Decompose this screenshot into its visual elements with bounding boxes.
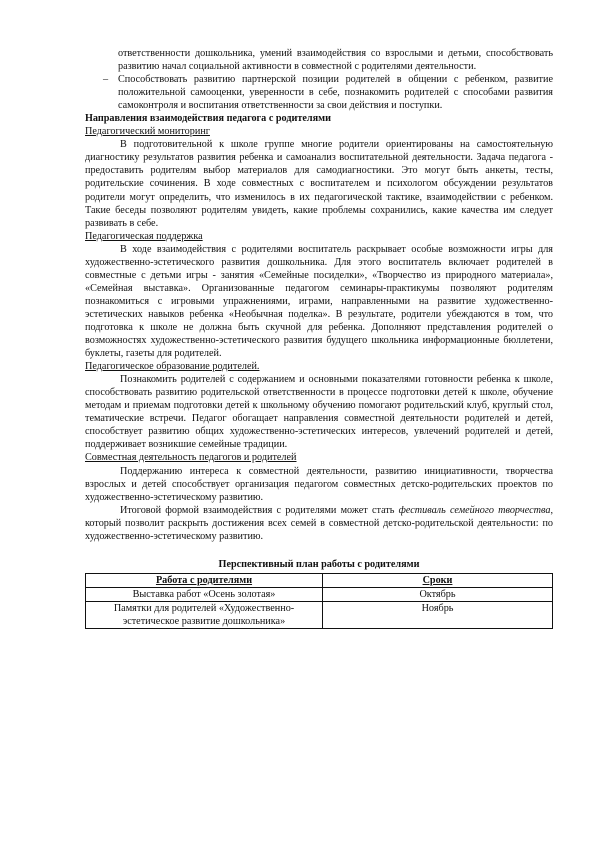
subheading-monitoring: Педагогический мониторинг [85, 126, 210, 138]
section-heading: Направления взаимодействия педагога с родителями [85, 113, 331, 125]
paragraph-education: Познакомить родителей с содержанием и основными показателями готовности ребенка к школе, способствовать развитию родительской ответственности в процессе подготовки детей к школе, обучение методам и приемам подготовки детей к школьному обучению помогают родительский клуб, круглый стол, тематические встречи. Педагог обогащает направления совместной деятельности родителей и детей, способствует развитию общих художественно-эстетических интересов, увлечений родителей и детей, поддерживает возникшие семейные традиции. [85, 374, 553, 451]
paragraph-support: В ходе взаимодействия с родителями воспитатель раскрывает особые возможности игры для художественно-эстетического развития дошкольника. Для этого воспитатель включает родителей в совместные с детьми игры - занятия «Семейные посиделки», «Творчество из природного материала», «Семейная выставка». Организованные педагогом семинары-практикумы позволяют родителям познакомиться с игровыми упражнениями, играми, направленными на развитие художественно-эстетических навыков ребенка «Необычная поделка». В результате, родители убеждаются в том, что подготовка к школе не должна быть скучной для ребенка. Дополняют представления родителей о возможностях художественно-эстетического развития будущего школьника информационные бюллетени, буклеты, газеты для родителей. [85, 243, 553, 360]
table-row [86, 587, 553, 601]
subheading-joint-activity: Совместная деятельность педагогов и родителей [85, 452, 297, 464]
final-text-end: , который позволит раскрыть достижения всех семей в совместной детско-родительской деятельности: по художественно-эстетическому развитию. [85, 504, 553, 542]
column-header-work: Работа с родителями [86, 573, 323, 587]
table-cell-work: Выставка работ «Осень золотая» [86, 587, 323, 601]
final-text-start: Итоговой формой взаимодействия с родителями может стать [120, 504, 399, 516]
plan-table [85, 573, 553, 629]
table-row [86, 601, 553, 628]
continued-goal-text: ответственности дошкольника, умений взаимодействия со взрослыми и детьми, способствовать развитию начал социальной активности в совместной с родителями деятельности. [118, 48, 553, 73]
paragraph-joint-activity: Поддержанию интереса к совместной деятельности, развитию инициативности, творчества взрослых и детей способствует организация педагогом совместных детско-родительских проектов по художественно-эстетическому развитию. [85, 465, 553, 503]
table-header-row [86, 573, 553, 587]
paragraph-final-form [85, 504, 553, 543]
paragraph-monitoring: В подготовительной к школе группе многие родители ориентированы на самостоятельную диагностику результатов развития ребенка и самоанализ воспитательной деятельности. Задача педагога - предоставить родителям выбор материалов для самодиагностики. Это могут быть анкеты, тесты, родительские сочинения. В ходе совместных с воспитателем и психологом обсуждении результатов родители могут определить, что изменилось в их педагогической тактике, взаимодействии с ребенком. Такие беседы позволяют родителям увидеть, какие проблемы сохранились, какие качества им следует развивать в себе. [85, 139, 553, 229]
subheading-education: Педагогическое образование родителей. [85, 361, 260, 373]
table-cell-work: Памятки для родителей «Художественно-эстетическое развитие дошкольника» [86, 601, 323, 628]
goal-list-item-text: Способствовать развитию партнерской позиции родителей в общении с ребенком, развитие положительной самооценки, уверенности в себе, познакомить родителей с способами развития самоконтроля и воспитания ответственности за свои действия и поступки. [118, 74, 553, 112]
table-cell-date: Ноябрь [323, 601, 553, 628]
column-header-dates: Сроки [323, 573, 553, 587]
festival-emphasis: фестиваль семейного творчества [398, 504, 551, 516]
dash-marker: – [103, 74, 109, 86]
text-column [85, 47, 553, 629]
table-cell-date: Октябрь [323, 587, 553, 601]
goal-list-item [85, 73, 553, 112]
subheading-support: Педагогическая поддержка [85, 230, 203, 242]
plan-table-title: Перспективный план работы с родителями [218, 558, 420, 570]
